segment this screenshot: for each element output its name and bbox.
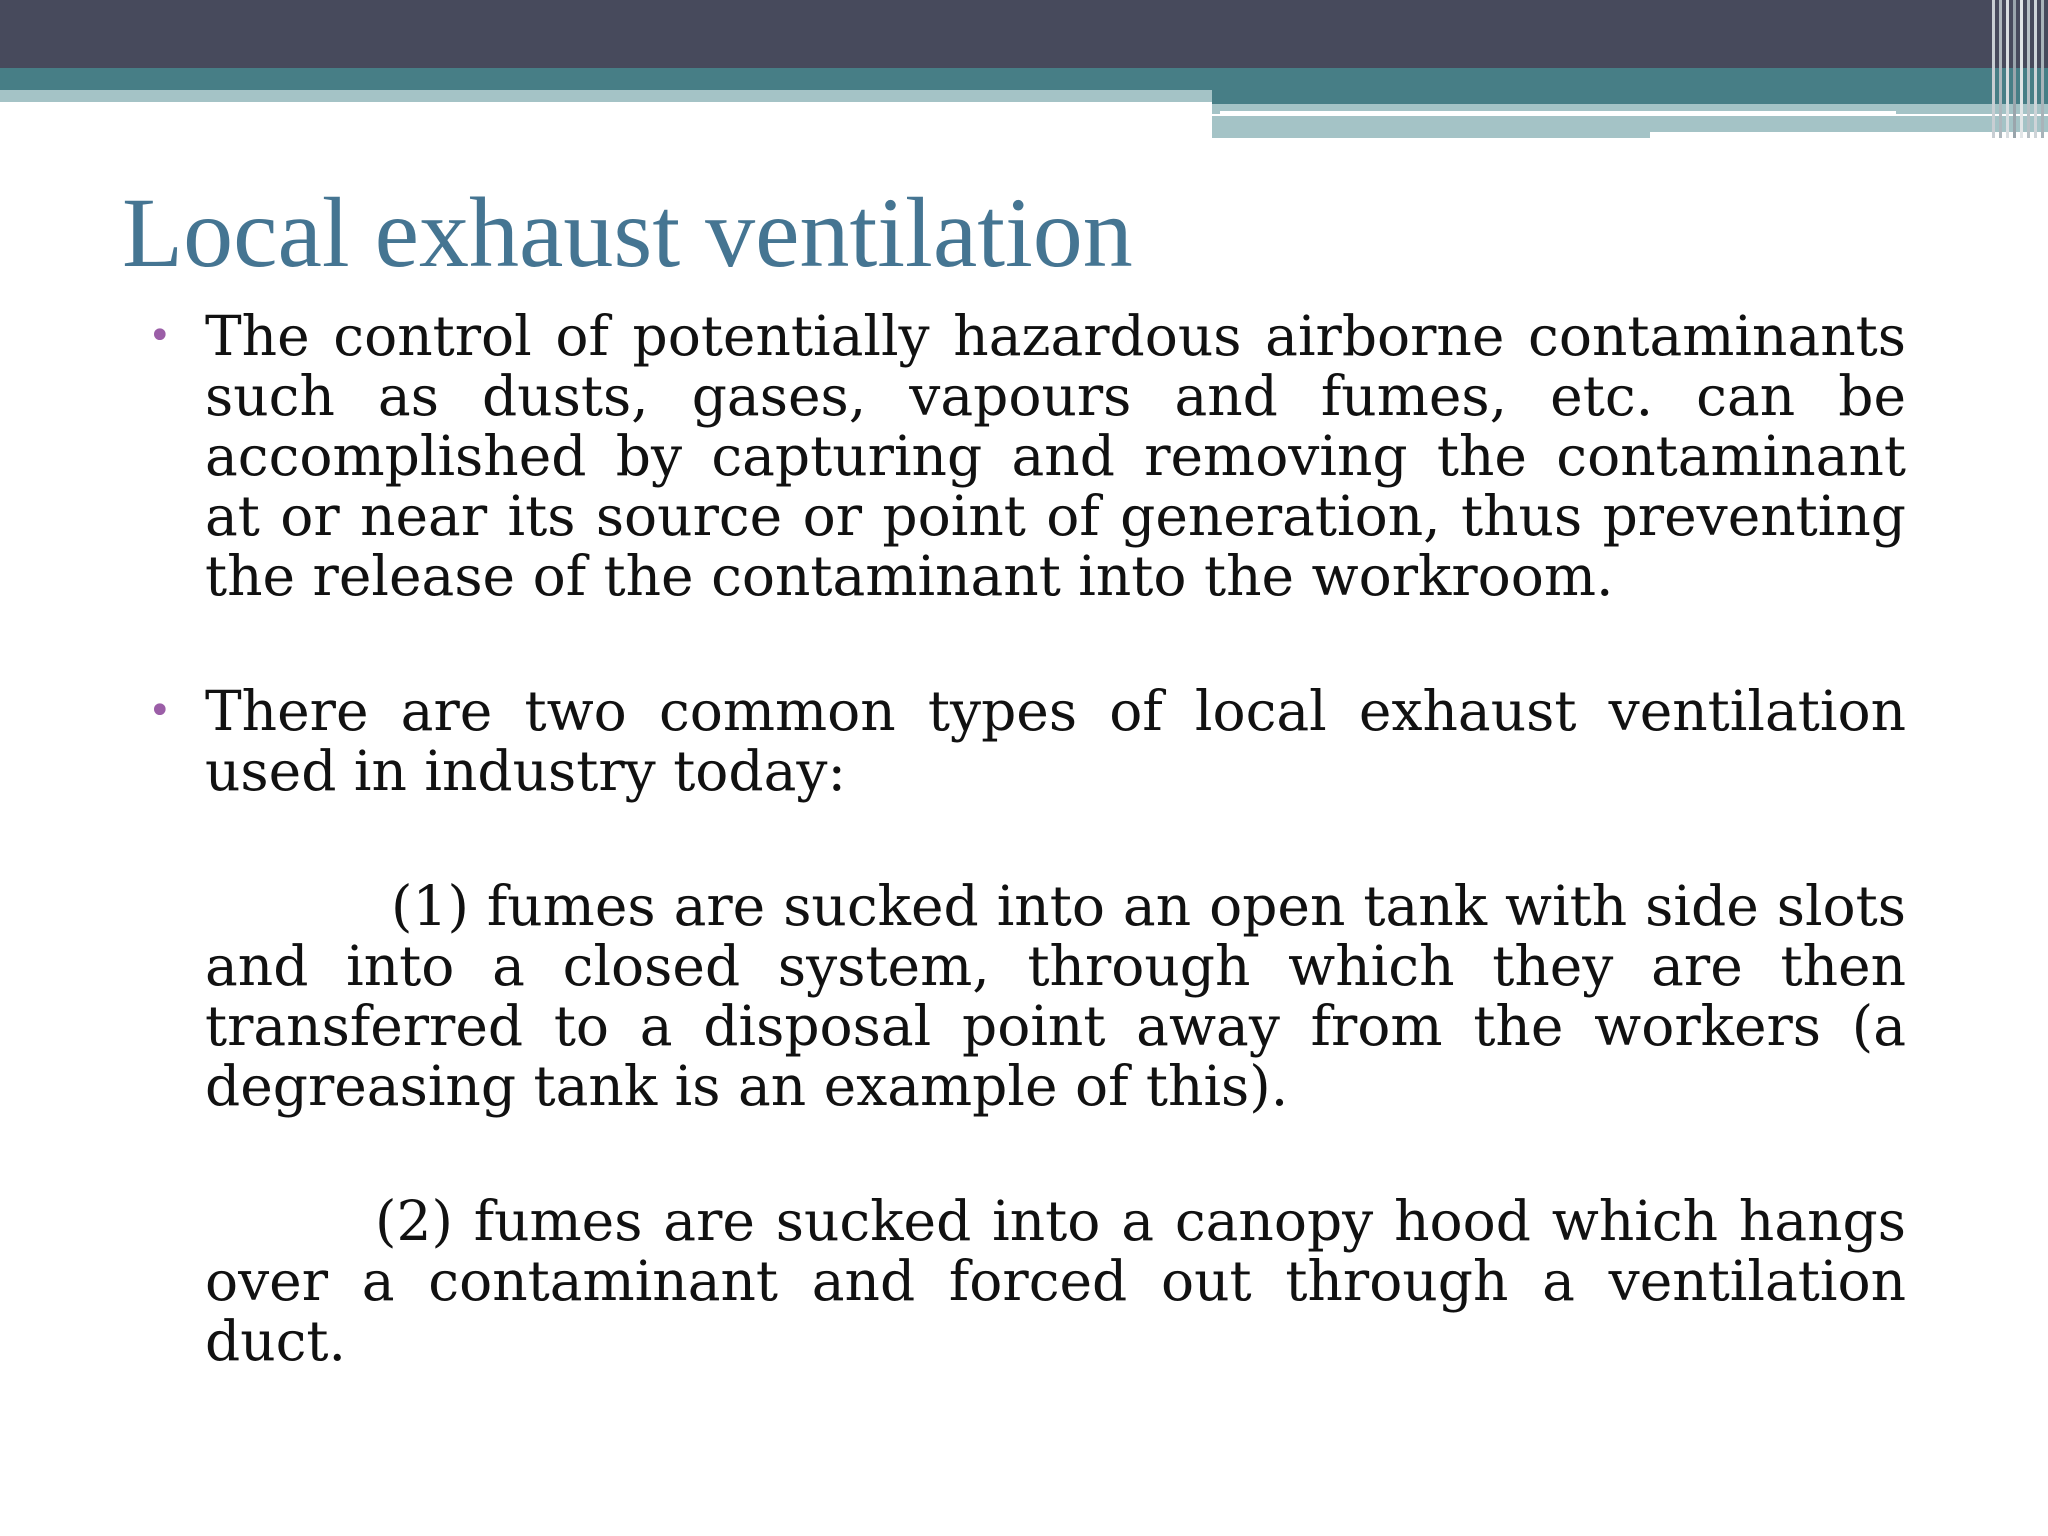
header-bar-light-left (0, 90, 1212, 102)
corner-stripe (1992, 0, 1995, 138)
sub-item: (1) fumes are sucked into an open tank with side slots and into a closed system, through which they are then transferred to a disposal point away from the workers (a degreasing tank is an example of this). (205, 874, 1906, 1118)
slide-title: Local exhaust ventilation (122, 177, 1133, 288)
bullet-item: • There are two common types of local exhaust ventilation used in industry today: (148, 681, 1906, 801)
header-bar-teal (0, 68, 2048, 90)
corner-stripe (2020, 0, 2023, 138)
header-bar-dark (0, 0, 2048, 68)
bullet-item: • The control of potentially hazardous airborne contaminants such as dusts, gases, vapours and fumes, etc. can be accomplished by capturing and removing the contaminant at or near its source or point of generation, thus preventing the release of the contaminant into the workroom. (148, 306, 1906, 606)
corner-stripe (1999, 0, 2002, 138)
slide-body (148, 306, 1906, 1371)
corner-stripe (2041, 0, 2044, 138)
header-bar-teal-right (1212, 90, 2048, 104)
corner-stripe (2006, 0, 2009, 138)
corner-stripe (2034, 0, 2037, 138)
corner-stripe (2027, 0, 2030, 138)
sub-item: (2) fumes are sucked into a canopy hood which hangs over a contaminant and forced out through a ventilation duct. (205, 1189, 1906, 1373)
corner-stripe (2013, 0, 2016, 138)
header-white-notch (1650, 132, 2048, 142)
